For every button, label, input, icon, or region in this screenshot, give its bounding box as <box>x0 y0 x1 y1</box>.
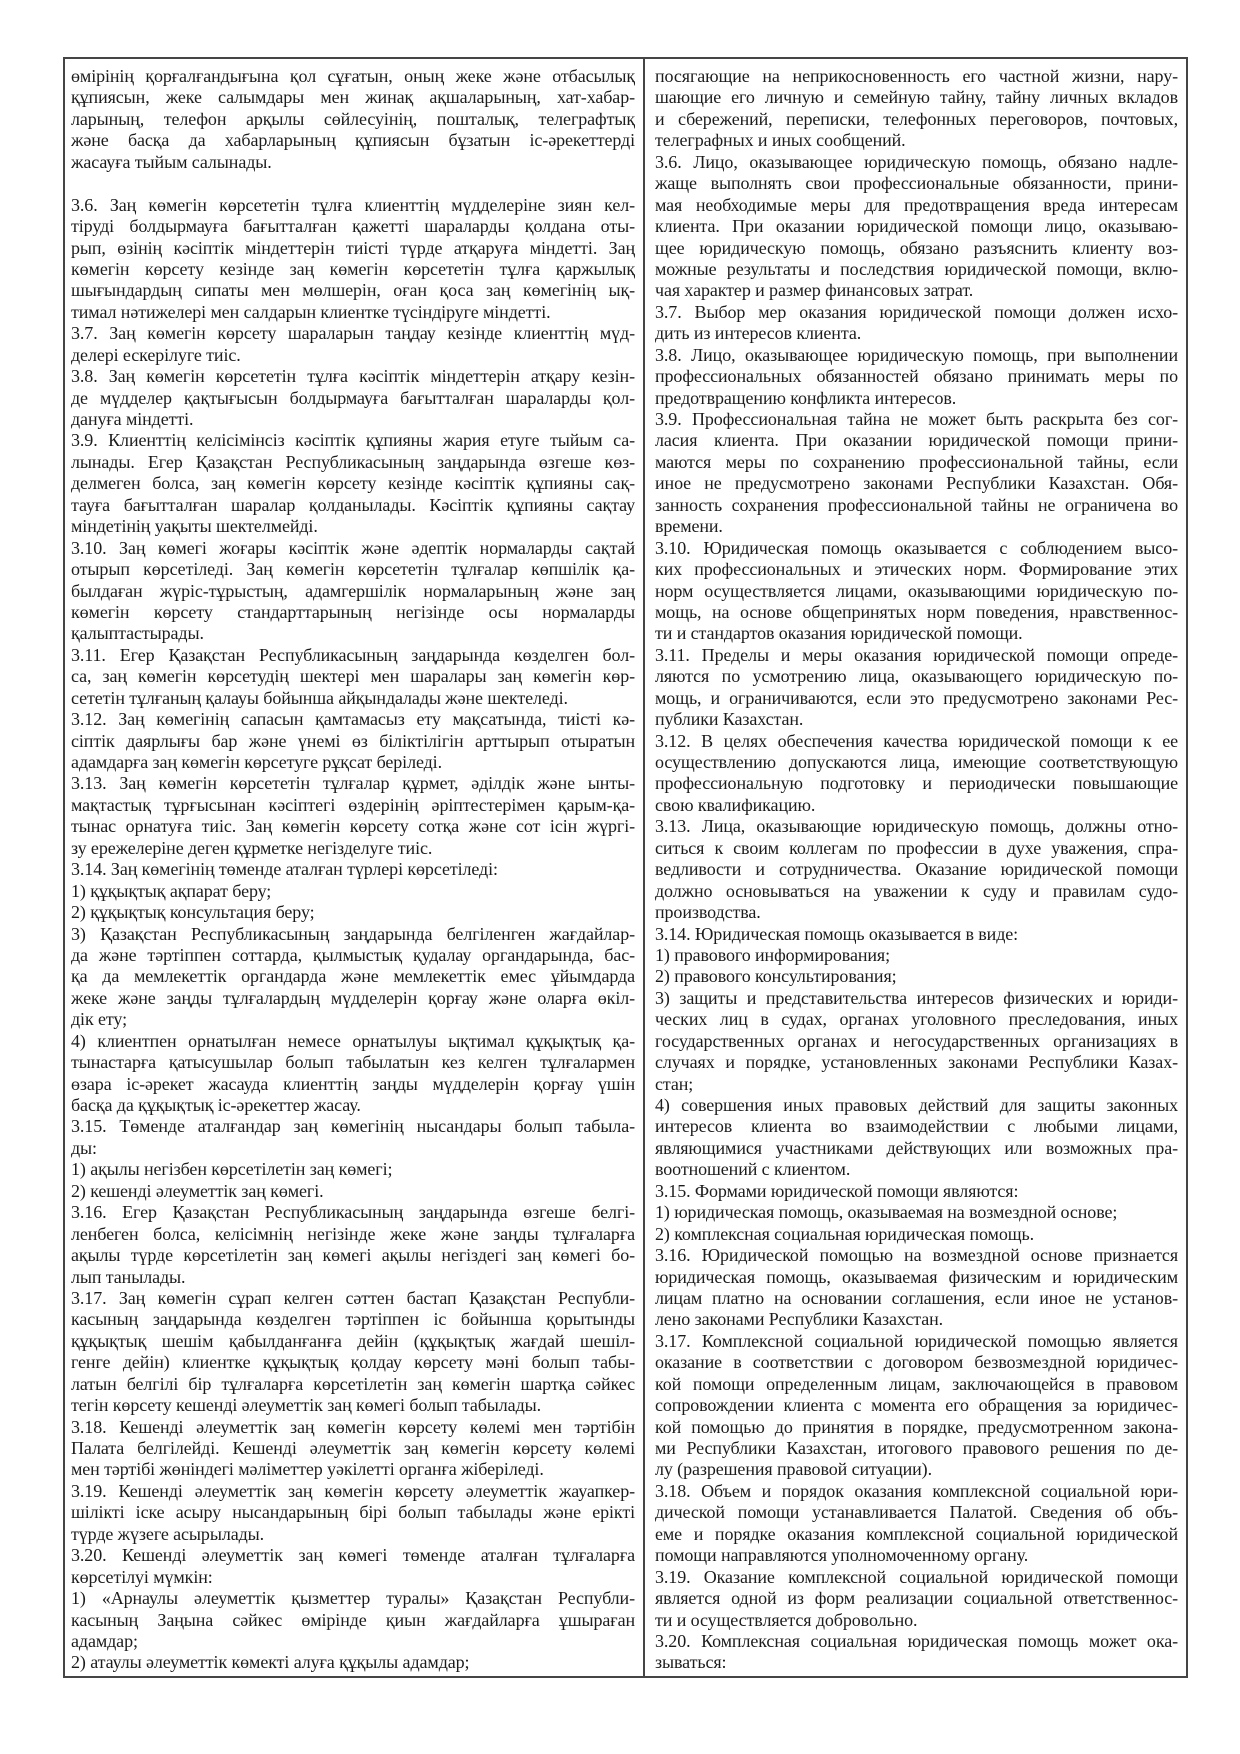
text-line: 1) юридическая помощь, оказываемая на возмездной основе; <box>655 1202 1118 1223</box>
text-line: 3.7. Заң көмегін көрсету шараларын таңдау кезінде клиенттің мүд- <box>71 323 635 344</box>
text-line: 1) правового информирования; <box>655 944 890 965</box>
text-line: предотвращению конфликта интересов. <box>655 387 957 408</box>
paragraph <box>71 773 635 859</box>
text-line: өмірінің қорғалғандығына қол сұғатын, оның жеке және отбасылық <box>71 66 635 86</box>
paragraph <box>71 366 635 430</box>
text-line: мақтастық тұрғысынан кәсіптегі өздерінің әріптестерімен қарым-қа- <box>71 794 635 815</box>
text-line: Палата белгілейді. Кешенді әлеуметтік заң көмегін көрсету көлемі <box>71 1438 635 1458</box>
text-line: ларының, телефон арқылы сөйлесуінің, пошталық, телеграфтық <box>71 108 635 129</box>
text-line: 3.6. Лицо, оказывающее юридическую помощь, обязано надле- <box>655 151 1178 172</box>
column-russian <box>645 59 1186 1676</box>
text-line: ласия клиента. При оказании юридической помощи прини- <box>655 430 1178 451</box>
text-line: адамдар; <box>71 1630 138 1651</box>
text-line: маются меры по сохранению профессиональной тайны, если <box>655 451 1178 472</box>
text-line: сететін тұлғаның қалауы бойынша айқындалады және шектеледі. <box>71 687 568 708</box>
text-line: қа да мемлекеттік органдарда және мемлекеттік емес ұйымдарда <box>71 966 635 987</box>
paragraph <box>71 1545 635 1588</box>
text-line: делмеген болса, заң көмегін көрсету кезінде кәсіптік құпияны сақ- <box>71 473 635 494</box>
text-line: лып танылады. <box>71 1266 186 1287</box>
text-line: 2) құқықтық консультация беру; <box>71 902 315 923</box>
text-line: 3.18. Кешенді әлеуметтік заң көмегін көрсету көлемі мен тәртібін <box>71 1416 635 1437</box>
text-line: 3.11. Егер Қазақстан Республикасының заңдарында көзделген бол- <box>71 644 635 665</box>
text-line: времени. <box>655 516 723 537</box>
paragraph <box>71 881 635 902</box>
paragraph <box>655 924 1178 945</box>
text-line: интересов клиента во взаимодействии с любыми лицами, <box>655 1116 1178 1137</box>
bilingual-text-table <box>63 57 1188 1678</box>
paragraph <box>71 859 635 880</box>
text-line: 3.14. Юридическая помощь оказывается в виде: <box>655 923 1019 944</box>
text-line: можные результаты и последствия юридической помощи, вклю- <box>655 258 1178 279</box>
text-line: 2) комплексная социальная юридическая помощь. <box>655 1223 1035 1244</box>
text-line: является одной из форм реализации социальной ответственнос- <box>655 1588 1178 1609</box>
paragraph <box>655 1095 1178 1181</box>
paragraph <box>71 1588 635 1652</box>
text-line: жеке және заңды тұлғалардың мүдделерін қорғау және оларға өкіл- <box>71 987 635 1008</box>
text-line: басқа да құқықтық іс-әрекеттер жасау. <box>71 1095 361 1115</box>
text-line: 3.13. Лица, оказывающие юридическую помощь, должны отно- <box>655 816 1178 837</box>
text-line: тынас орнатуға тиіс. Заң көмегін көрсету сотқа және сот ісін жүргі- <box>71 816 635 837</box>
paragraph <box>655 988 1178 1095</box>
text-line: 3) Қазақстан Республикасының заңдарында белгіленген жағдайлар- <box>71 923 635 944</box>
text-line: жасауға тыйым салынады. <box>71 151 272 172</box>
paragraph <box>655 1331 1178 1481</box>
text-line: зу ережелеріне деген құрметке негізделуге тиіс. <box>71 837 433 858</box>
paragraph <box>655 302 1178 345</box>
text-line: телеграфных и иных сообщений. <box>655 130 906 151</box>
text-line: 3.9. Профессиональная тайна не может быть раскрыта без сог- <box>655 409 1178 429</box>
text-line: 3.17. Заң көмегін сұрап келген сәттен бастап Қазақстан Республи- <box>71 1287 635 1308</box>
text-line: касының Заңына сәйкес өмірінде қиын жағдайларға ұшыраған <box>71 1609 635 1630</box>
text-line: дить из интересов клиента. <box>655 323 862 344</box>
paragraph <box>71 66 635 173</box>
text-line: мен тәртібі жөніндегі мәліметтер уәкілетті органға жіберіледі. <box>71 1459 544 1480</box>
paragraph <box>71 1481 635 1545</box>
text-line: ческих лиц в судах, органах уголовного преследования, иных <box>655 1009 1178 1030</box>
paragraph <box>71 1417 635 1481</box>
text-line: случаях и порядке, установленных законами Республики Казах- <box>655 1052 1178 1073</box>
text-line: чая характер и размер финансовых затрат. <box>655 280 974 301</box>
text-line: мощь, на основе общепринятых норм поведения, нравственнос- <box>655 601 1178 622</box>
text-line: воотношений с клиентом. <box>655 1159 851 1180</box>
text-line: сопровождении клиента с момента его обращения за юридичес- <box>655 1395 1178 1416</box>
text-line: лу (разрешения правовой ситуации). <box>655 1459 932 1480</box>
text-line: өзара іс-әрекет жасауда клиенттің заңды мүдделерін қорғау үшін <box>71 1073 635 1094</box>
paragraph <box>71 1652 635 1673</box>
text-line: құпиясын, жеке салымдары мен жинақ ақшаларының, хат-хабар- <box>71 87 635 108</box>
text-line: посягающие на неприкосновенность его частной жизни, нару- <box>655 66 1178 86</box>
text-line: 3.12. Заң көмегінің сапасын қамтамасыз ету мақсатында, тиісті кә- <box>71 709 635 730</box>
text-line: генге дейін) клиентке құқықтық қолдау көрсету мәні болып табы- <box>71 1352 635 1373</box>
text-line: ми Республики Казахстан, итогового правового решения по де- <box>655 1438 1178 1458</box>
text-line: 3) защиты и представительства интересов физических и юриди- <box>655 987 1178 1008</box>
paragraph <box>71 709 635 773</box>
text-line: стан; <box>655 1073 694 1094</box>
paragraph <box>71 1159 635 1180</box>
text-line: занность сохранения профессиональной тайны не ограничена во <box>655 494 1178 515</box>
text-line: көмегін көрсету стандарттарының негізінде осы нормаларды <box>71 601 635 622</box>
text-line: шілікті іске асыру нысандарының бірі болып табылады және ерікті <box>71 1502 635 1523</box>
paragraph <box>655 1481 1178 1567</box>
paragraph <box>655 152 1178 302</box>
text-line: жаще выполнять свои профессиональные обязанности, прини- <box>655 173 1178 194</box>
paragraph <box>655 731 1178 817</box>
text-line: зываться: <box>655 1652 727 1673</box>
paragraph <box>655 409 1178 538</box>
paragraph <box>655 645 1178 731</box>
paragraph <box>71 173 635 194</box>
text-line: 3.19. Оказание комплексной социальной юридической помощи <box>655 1566 1178 1587</box>
text-line: производства. <box>655 902 761 923</box>
text-line: государственных органах и негосударственных организациях в <box>655 1030 1178 1051</box>
paragraph <box>71 1288 635 1417</box>
text-line: көмегін көрсету кезінде заң көмегін көрсететін тұлға қаржылық <box>71 258 635 279</box>
text-line: и сбережений, переписки, телефонных переговоров, почтовых, <box>655 108 1178 129</box>
text-line: отырып көрсетіледі. Заң көмегін көрсететін тұлғалар көпшілік қа- <box>71 559 635 580</box>
text-line: 3.13. Заң көмегін көрсететін тұлғалар құрмет, әділдік және ынты- <box>71 773 635 794</box>
paragraph <box>71 645 635 709</box>
text-line: кой помощью до принятия в порядке, предусмотренном закона- <box>655 1416 1178 1437</box>
text-line: иное не предусмотрено законами Республики Казахстан. Обя- <box>655 473 1178 494</box>
text-line: тегін көрсету кешенді әлеуметтік заң көмегі болып табылады. <box>71 1395 542 1416</box>
text-line: профессиональных обязанностей обязано принимать меры по <box>655 366 1178 387</box>
paragraph <box>655 1245 1178 1331</box>
text-line: 3.8. Заң көмегін көрсететін тұлға кәсіптік міндеттерін атқару кезін- <box>71 366 635 387</box>
text-line: 3.6. Заң көмегін көрсететін тұлға клиенттің мүдделеріне зиян кел- <box>71 194 635 215</box>
text-line: 3.20. Комплексная социальная юридическая помощь может ока- <box>655 1630 1178 1651</box>
text-line: юридическая помощь, оказываемая физическим и юридическим <box>655 1266 1178 1287</box>
text-line: ти и стандартов оказания юридической помощи. <box>655 623 1023 644</box>
text-line: 3.16. Юридической помощью на возмездной основе признается <box>655 1245 1178 1266</box>
paragraph <box>655 538 1178 645</box>
text-line: 3.12. В целях обеспечения качества юридической помощи к ее <box>655 730 1178 751</box>
text-line: де мүдделер қақтығысын болдырмауға бағытталған шараларды қол- <box>71 387 635 408</box>
paragraph <box>71 1181 635 1202</box>
text-line: шающие его личную и семейную тайну, тайну личных вкладов <box>655 87 1178 108</box>
text-line: ды: <box>71 1137 97 1158</box>
text-line: ляются по усмотрению лица, оказывающего юридическую по- <box>655 666 1178 687</box>
paragraph <box>71 924 635 1031</box>
text-line: шығындардың сипаты мен мөлшерін, оған қоса заң көмегінің ық- <box>71 280 635 301</box>
paragraph <box>655 945 1178 966</box>
text-line: делері ескерілуге тиіс. <box>71 344 241 365</box>
text-line: 3.8. Лицо, оказывающее юридическую помощь, при выполнении <box>655 344 1178 365</box>
text-line: ведливости и сотрудничества. Оказание юридической помощи <box>655 859 1178 880</box>
paragraph <box>71 430 635 537</box>
text-line: кой помощи определенным лицам, заключающейся в правовом <box>655 1373 1178 1394</box>
text-line: клиента. При оказании юридической помощи лицо, оказываю- <box>655 216 1178 237</box>
paragraph <box>655 1631 1178 1674</box>
text-line: тынастарға қатысушылар болып табылатын кез келген тұлғалармен <box>71 1052 635 1073</box>
text-line: сіптік даярлығы бар және үнемі өз біліктілігін арттырып отыратын <box>71 730 635 751</box>
text-line: 3.18. Объем и порядок оказания комплексной социальной юри- <box>655 1480 1178 1501</box>
text-line: касының заңдарында көзделген тәртіппен іс бойынша қорытынды <box>71 1309 635 1330</box>
text-line: 3.15. Формами юридической помощи являются: <box>655 1180 1019 1201</box>
text-line: былдаған жүріс-тұрыстың, адамгершілік нормаларының және заң <box>71 580 635 601</box>
paragraph <box>655 66 1178 152</box>
text-line: 3.14. Заң көмегінің төменде аталған түрлері көрсетіледі: <box>71 859 498 880</box>
text-line: 3.9. Клиенттің келісімінсіз кәсіптік құпияны жария етуге тыйым са- <box>71 430 635 451</box>
text-line: да және тәртіппен соттарда, қылмыстық қудалау органдарында, бас- <box>71 944 635 965</box>
text-line: қалыптастырады. <box>71 623 204 644</box>
text-line: тіруді болдырмауға бағытталған қажетті шараларды қолдана оты- <box>71 216 635 237</box>
paragraph <box>655 816 1178 923</box>
text-line: оказание в соответствии с договором безвозмездной юридичес- <box>655 1352 1178 1373</box>
text-line: лицам платно на основании соглашения, если иное не установ- <box>655 1287 1178 1308</box>
paragraph <box>71 195 635 324</box>
paragraph <box>71 323 635 366</box>
text-line: 1) құқықтық ақпарат беру; <box>71 880 272 901</box>
text-line: тауға бағытталған шаралар қолданылады. Кәсіптік құпияны сақтау <box>71 494 635 515</box>
text-line: 1) ақылы негізбен көрсетілетін заң көмегі; <box>71 1159 393 1180</box>
text-line: ти и осуществляется добровольно. <box>655 1609 918 1630</box>
text-line: 3.7. Выбор мер оказания юридической помощи должен исхо- <box>655 301 1178 322</box>
text-line: 3.10. Заң көмегі жоғары кәсіптік және әдептік нормаларды сақтай <box>71 537 635 558</box>
text-line: түрде жүзеге асырылады. <box>71 1523 265 1544</box>
text-line: ленбеген болса, келісімнің негізінде жеке және заңды тұлғаларға <box>71 1223 635 1244</box>
text-line: мая необходимые меры для предотвращения вреда интересам <box>655 194 1178 215</box>
paragraph <box>71 538 635 645</box>
text-line: дік ету; <box>71 1009 127 1030</box>
text-line: адамдарға заң көмегін көрсетуге рұқсат беріледі. <box>71 752 442 772</box>
paragraph <box>655 1181 1178 1202</box>
paragraph <box>71 1031 635 1117</box>
text-line: құқықтық шешім қабылданғанға дейін (құқықтық жағдай шешіл- <box>71 1330 635 1351</box>
text-line: рып, өзінің кәсіптік міндеттерін тиісті түрде атқаруға міндетті. Заң <box>71 237 635 258</box>
text-line: дануға міндетті. <box>71 409 194 429</box>
text-line: және басқа да хабарларының құпиясын бұзатын іс-әрекеттерді <box>71 130 635 151</box>
text-line: ситься к своим коллегам по профессии в духе уважения, спра- <box>655 837 1178 858</box>
column-kazakh <box>65 59 645 1676</box>
text-line: са, заң көмегін көрсетудің шектері мен шаралары заң көмегін көр- <box>71 666 635 687</box>
text-line: 3.20. Кешенді әлеуметтік заң көмегі төменде аталған тұлғаларға <box>71 1545 635 1566</box>
paragraph <box>71 1202 635 1288</box>
text-line: көрсетілуі мүмкін: <box>71 1566 213 1587</box>
text-line: 3.10. Юридическая помощь оказывается с соблюдением высо- <box>655 537 1178 558</box>
text-line: осуществлению допускаются лица, имеющие соответствующую <box>655 752 1178 772</box>
text-line: дической помощи устанавливается Палатой. Сведения об объ- <box>655 1502 1178 1523</box>
text-line: 3.11. Пределы и меры оказания юридической помощи опреде- <box>655 644 1178 665</box>
text-line: міндетінің уақыты шектелмейді. <box>71 516 318 537</box>
paragraph <box>655 1202 1178 1223</box>
text-line: 3.16. Егер Қазақстан Республикасының заңдарында өзгеше белгі- <box>71 1202 635 1223</box>
paragraph <box>655 966 1178 987</box>
paragraph <box>71 902 635 923</box>
text-line: мощь, и ограничиваются, если это предусмотрено законами Рес- <box>655 687 1178 708</box>
text-line: еме и порядке оказания комплексной социальной юридической <box>655 1523 1178 1544</box>
text-line: 3.19. Кешенді әлеуметтік заң көмегін көрсету әлеуметтік жауапкер- <box>71 1480 635 1501</box>
blank-line <box>71 173 635 194</box>
text-line: 4) совершения иных правовых действий для защиты законных <box>655 1095 1178 1115</box>
text-line: норм осуществляется лицами, оказывающими юридическую по- <box>655 580 1178 601</box>
text-line: щее юридическую помощь, обязано разъяснить клиенту воз- <box>655 237 1178 258</box>
text-line: 2) кешенді әлеуметтік заң көмегі. <box>71 1180 324 1201</box>
text-line: латын белгілі бір тұлғаларға көрсетілетін заң көмегін шартқа сәйкес <box>71 1373 635 1394</box>
text-line: лынады. Егер Қазақстан Республикасының заңдарында өзгеше көз- <box>71 451 635 472</box>
paragraph <box>71 1116 635 1159</box>
text-line: ких профессиональных и этических норм. Формирование этих <box>655 559 1178 580</box>
paragraph <box>655 345 1178 409</box>
paragraph <box>655 1224 1178 1245</box>
text-line: лено законами Республики Казахстан. <box>655 1309 944 1330</box>
text-line: 4) клиентпен орнатылған немесе орнатылуы ықтимал құқықтық қа- <box>71 1030 635 1051</box>
text-line: 1) «Арнаулы әлеуметтік қызметтер туралы» Қазақстан Республи- <box>71 1588 635 1609</box>
text-line: 3.15. Төменде аталғандар заң көмегінің нысандары болып табыла- <box>71 1116 635 1137</box>
text-line: тимал нәтижелері мен салдарын клиентке түсіндіруге міндетті. <box>71 301 551 322</box>
text-line: 2) атаулы әлеуметтік көмекті алуға құқылы адамдар; <box>71 1652 470 1673</box>
text-line: публики Казахстан. <box>655 709 804 730</box>
text-line: профессиональную подготовку и периодически повышающие <box>655 773 1178 794</box>
paragraph <box>655 1567 1178 1631</box>
text-line: должно основываться на уважении к суду и правилам судо- <box>655 880 1178 901</box>
text-line: свою квалификацию. <box>655 794 816 815</box>
text-line: помощи направляются уполномоченному органу. <box>655 1545 1029 1566</box>
text-line: ақылы түрде көрсетілетін заң көмегі ақылы негіздегі заң көмегі бо- <box>71 1245 635 1266</box>
text-line: являющимися участниками действующих или возможных пра- <box>655 1137 1178 1158</box>
text-line: 2) правового консультирования; <box>655 966 897 987</box>
text-line: 3.17. Комплексной социальной юридической помощью является <box>655 1330 1178 1351</box>
